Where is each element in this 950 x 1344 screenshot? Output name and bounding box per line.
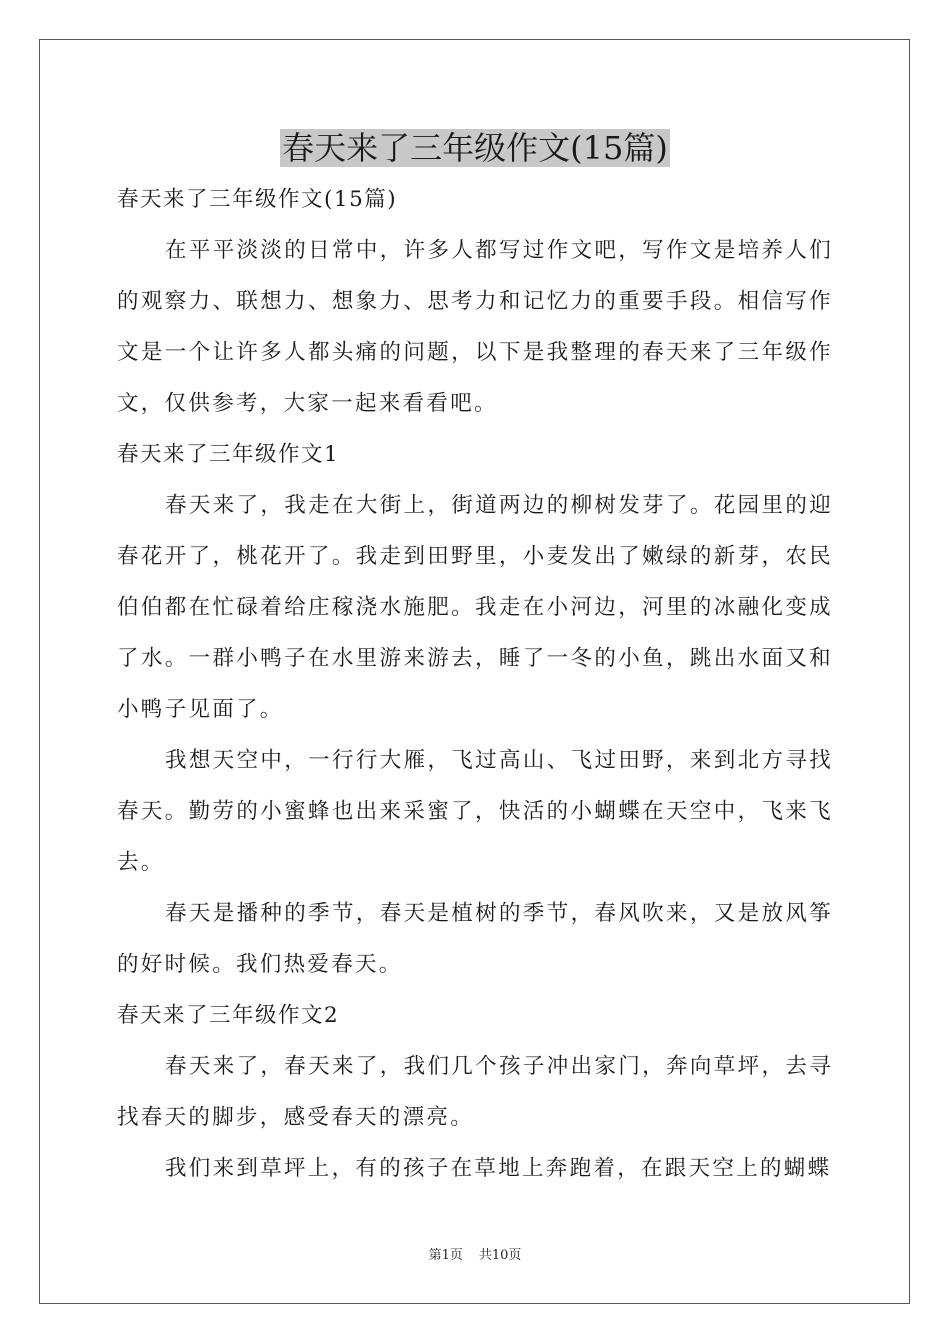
page-total: 共10页 xyxy=(478,1248,522,1263)
essay-1-heading: 春天来了三年级作文1 xyxy=(117,442,340,467)
essay-2-paragraph-1: 春天来了，春天来了，我们几个孩子冲出家门，奔向草坪，去寻找春天的脚步，感受春天的漂亮。 xyxy=(117,1054,833,1130)
document-title-text: 春天来了三年级作文(15篇) xyxy=(282,129,668,167)
essay-2-paragraph-2: 我们来到草坪上，有的孩子在草地上奔跑着，在跟天空上的蝴蝶 xyxy=(165,1156,832,1181)
essay-1-paragraph-3: 春天是播种的季节，春天是植树的季节，春风吹来，又是放风筝的好时候。我们热爱春天。 xyxy=(117,901,833,977)
page-footer xyxy=(0,1246,950,1266)
essay-2-heading: 春天来了三年级作文2 xyxy=(117,1003,340,1028)
essay-1-paragraph-1: 春天来了，我走在大街上，街道两边的柳树发芽了。花园里的迎春花开了，桃花开了。我走到田野里，小麦发出了嫩绿的新芽，农民伯伯都在忙碌着给庄稼浇水施肥。我走在小河边，河里的冰融化变成了水。一群小鸭子在水里游来游去，睡了一冬的小鱼，跳出水面又和小鸭子见面了。 xyxy=(117,493,833,722)
intro-paragraph: 在平平淡淡的日常中，许多人都写过作文吧，写作文是培养人们的观察力、联想力、想象力、思考力和记忆力的重要手段。相信写作文是一个让许多人都头痛的问题，以下是我整理的春天来了三年级作文，仅供参考，大家一起来看看吧。 xyxy=(117,238,833,416)
document-body xyxy=(117,174,833,1194)
document-title xyxy=(0,124,950,172)
essay-1-paragraph-2: 我想天空中，一行行大雁，飞过高山、飞过田野，来到北方寻找春天。勤劳的小蜜蜂也出来采蜜了，快活的小蝴蝶在天空中，飞来飞去。 xyxy=(117,748,833,875)
subtitle-heading: 春天来了三年级作文(15篇) xyxy=(117,187,398,212)
page-number: 第1页 xyxy=(428,1248,463,1263)
